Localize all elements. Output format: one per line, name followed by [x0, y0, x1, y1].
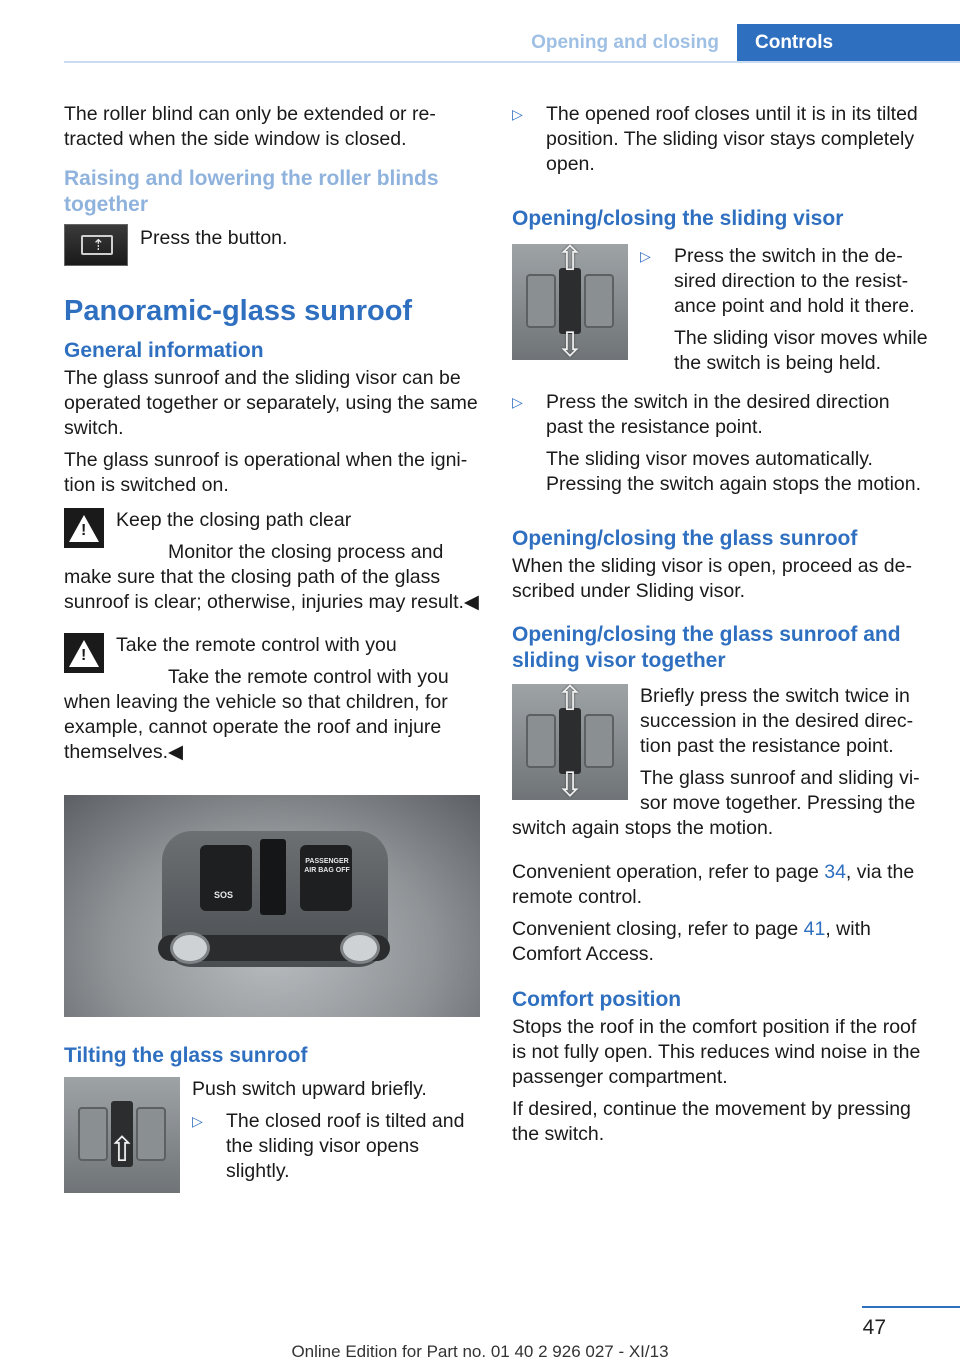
heading-together: Opening/closing the glass sunroof and sliding visor together [512, 623, 901, 672]
heading-sliding-visor: Opening/closing the sliding visor [512, 207, 844, 230]
comfort-paragraph-2: If desired, continue the movement by pressing the switch. [512, 1098, 911, 1145]
overhead-console-photo [64, 795, 480, 1017]
heading-panoramic-sunroof: Panoramic-glass sunroof [64, 295, 413, 327]
warning-1-body: Monitor the closing process and make sure that the closing path of the glass sunroof is clear; otherwise, injuries may result.◀ [64, 541, 479, 613]
comfort-paragraph-1: Stops the roof in the comfort position if the roof is not fully open. This reduces wind noise in the passenger compartment. [512, 1016, 921, 1088]
edition-footer: Online Edition for Part no. 01 40 2 926 027 - XI/13 [291, 1342, 669, 1361]
heading-glass-sunroof: Opening/closing the glass sunroof [512, 527, 858, 550]
page-number: 47 [862, 1316, 886, 1339]
page-link-41[interactable]: 41 [803, 918, 826, 940]
tilt-bullet: ▷ The closed roof is tilted and the sliding visor opens slightly. [192, 1110, 465, 1182]
warning-1-title: Keep the closing path clear [116, 509, 352, 531]
press-button-text: Press the button. [140, 227, 288, 249]
warning-remote-control [64, 633, 482, 765]
page-link-34[interactable]: 34 [824, 861, 846, 883]
heading-general-information: General information [64, 339, 264, 362]
header-tab-controls: Controls [737, 24, 960, 62]
glass-sunroof-text: When the sliding visor is open, proceed as described under Sliding visor. [512, 555, 912, 602]
switch-updown-illustration-2: ⇧ ⇩ [512, 684, 628, 800]
heading-roller-blinds: Raising and lowering the roller blinds together [64, 167, 439, 216]
sos-label: SOS [214, 890, 234, 900]
warning-icon [64, 633, 104, 673]
convenient-operation: Convenient operation, refer to page 34, via the remote control. [512, 861, 915, 908]
header-section-title: Opening and closing [531, 32, 719, 53]
general-paragraph-1: The glass sunroof and the sliding visor can be operated together or separately, using the same switch. [64, 367, 478, 439]
footer-rule [862, 1306, 960, 1308]
warning-2-body: Take the remote control with you when leaving the vehicle so that children, for example, cannot operate the roof and injure themselves.◀ [64, 666, 449, 763]
switch-updown-illustration: ⇧ ⇩ [512, 244, 628, 360]
warning-icon [64, 508, 104, 548]
tilt-push-text: Push switch upward briefly. [192, 1078, 427, 1100]
warning-2-title: Take the remote control with you [116, 634, 397, 656]
roller-blind-button-icon [64, 224, 128, 266]
heading-comfort-position: Comfort position [512, 988, 682, 1011]
convenient-closing: Convenient closing, refer to page 41, with Comfort Access. [512, 918, 871, 965]
opened-roof-bullet: ▷ The opened roof closes until it is in its tilted position. The sliding visor stays completely open. [512, 103, 918, 175]
intro-paragraph: The roller blind can only be extended or retracted when the side window is closed. [64, 103, 436, 150]
passenger-airbag-label: PASSENGER AIR BAG OFF [304, 858, 350, 874]
visor-bullet-1: ▷ Press the switch in the desired direction to the resistance point and hold it there. The sliding visor moves while the switch is being held. [640, 245, 928, 374]
warning-closing-path [64, 508, 482, 615]
left-column [64, 102, 482, 1198]
header-rule [64, 61, 960, 63]
right-column [512, 102, 930, 1154]
switch-up-illustration: ⇧ [64, 1077, 180, 1193]
visor-bullet-2: ▷ Press the switch in the desired direction past the resistance point. The sliding visor moves automatically. Pressing the switch again stops the motion. [512, 391, 922, 495]
together-text-2: The glass sunroof and sliding visor move together. Pressing the switch again stops the motion. [512, 767, 920, 839]
general-paragraph-2: The glass sunroof is operational when the ignition is switched on. [64, 449, 468, 496]
together-text-1: Briefly press the switch twice in succession in the desired direction past the resistance point. [640, 685, 914, 757]
heading-tilting-sunroof: Tilting the glass sunroof [64, 1044, 308, 1067]
